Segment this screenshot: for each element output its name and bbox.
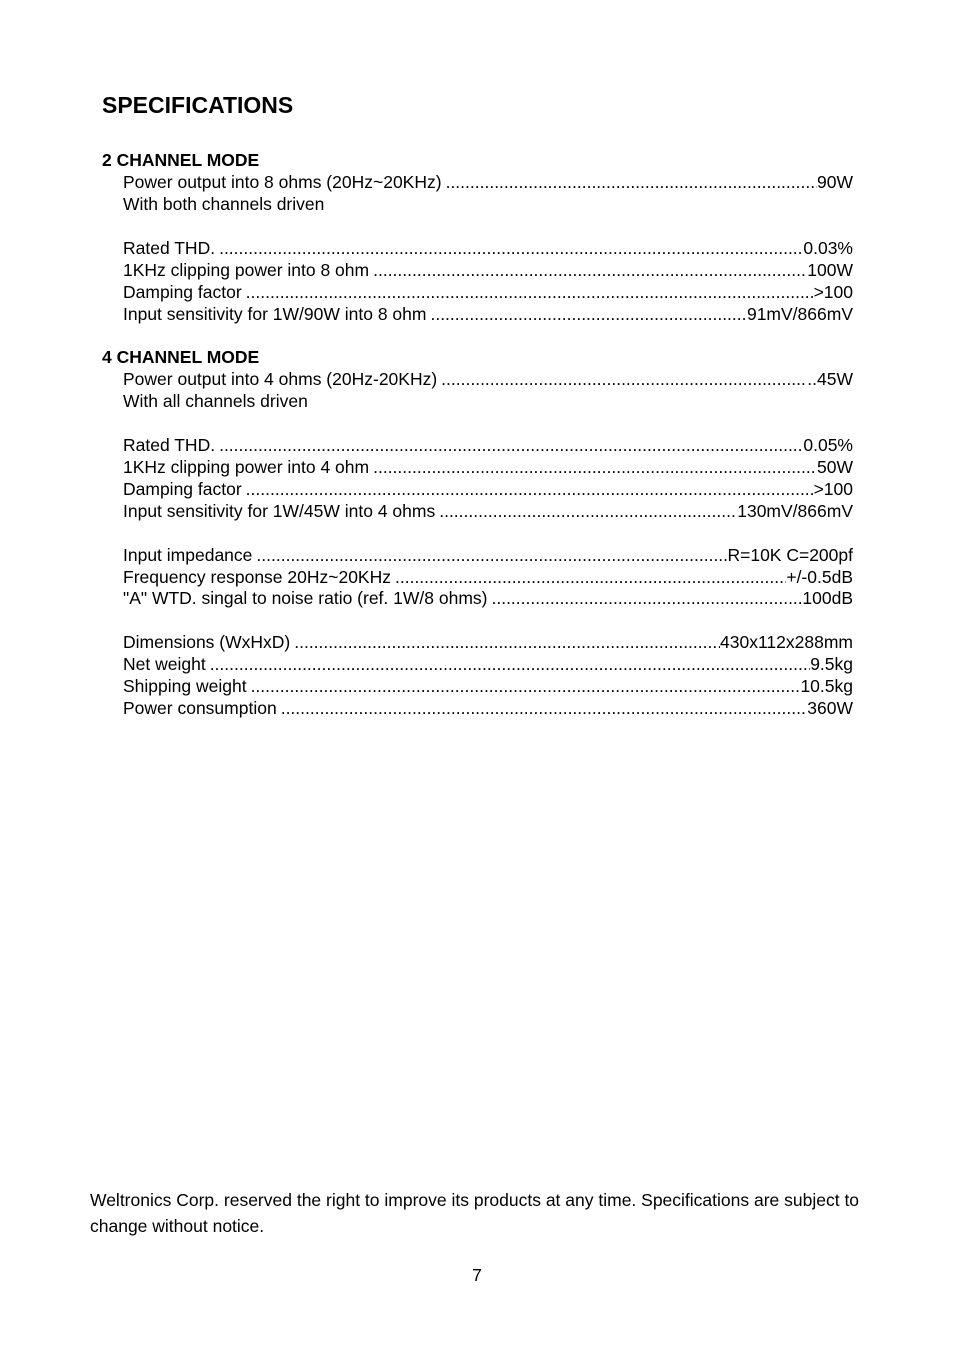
dot-leader: [290, 631, 720, 653]
dot-leader: [487, 587, 802, 609]
spec-row-2ch-clipping-power: [123, 259, 853, 281]
spec-label: Damping factor: [123, 479, 242, 499]
dot-leader: [242, 478, 814, 500]
spec-row-4ch-damping-factor: [123, 478, 853, 500]
dot-leader: [277, 697, 808, 719]
spec-value: 0.03%: [803, 238, 853, 258]
spec-row-2ch-input-sensitivity: [123, 303, 853, 325]
spec-value: 50W: [817, 457, 853, 477]
spec-row-2ch-power-output: [123, 171, 853, 193]
spec-label: "A" WTD. singal to noise ratio (ref. 1W/8 ohms): [123, 588, 488, 608]
spec-row-2ch-damping-factor: [123, 281, 853, 303]
spec-row-signal-to-noise: [123, 587, 853, 609]
spec-label: Power output into 8 ohms (20Hz~20KHz): [123, 172, 442, 192]
spec-row-input-impedance: [123, 544, 853, 566]
spec-row-dimensions: [123, 631, 853, 653]
spec-row-4ch-rated-thd: [123, 434, 853, 456]
dot-leader: [242, 281, 814, 303]
spec-value: R=10K C=200pf: [727, 545, 853, 565]
spec-note-2ch-channels-driven: With both channels driven: [123, 194, 325, 214]
spec-value: +/-0.5dB: [786, 567, 853, 587]
spec-value: 90W: [817, 172, 853, 192]
spec-label: Rated THD.: [123, 238, 216, 258]
dot-leader: [206, 653, 811, 675]
dot-leader: [437, 368, 807, 390]
spec-row-net-weight: [123, 653, 853, 675]
spec-label: Input impedance: [123, 545, 253, 565]
spec-label: Dimensions (WxHxD): [123, 632, 291, 652]
section-heading-4-channel: 4 CHANNEL MODE: [102, 347, 260, 367]
spec-label: Net weight: [123, 654, 206, 674]
spec-label: Input sensitivity for 1W/90W into 8 ohm: [123, 304, 427, 324]
spec-row-4ch-input-sensitivity: [123, 500, 853, 522]
footer-disclaimer: Weltronics Corp. reserved the right to improve its products at any time. Specifications are subject to change without notice.: [90, 1190, 860, 1236]
spec-value: 130mV/866mV: [737, 501, 853, 521]
spec-label: 1KHz clipping power into 8 ohm: [123, 260, 370, 280]
spec-row-frequency-response: [123, 566, 853, 588]
spec-row-shipping-weight: [123, 675, 853, 697]
spec-value: >100: [813, 282, 853, 302]
spec-row-2ch-rated-thd: [123, 237, 853, 259]
page-title: SPECIFICATIONS: [102, 92, 294, 118]
spec-label: Damping factor: [123, 282, 242, 302]
spec-note-4ch-channels-driven: With all channels driven: [123, 391, 308, 411]
dot-leader: [215, 237, 803, 259]
dot-leader: [215, 434, 803, 456]
spec-value: 0.05%: [803, 435, 853, 455]
dot-leader: [252, 544, 727, 566]
section-heading-2-channel: 2 CHANNEL MODE: [102, 150, 260, 170]
dot-leader: [391, 566, 786, 588]
dot-leader: [369, 259, 807, 281]
dot-leader: [247, 675, 801, 697]
spec-value: 430x112x288mm: [720, 632, 853, 652]
dot-leader: [435, 500, 737, 522]
spec-value: ..45W: [807, 369, 853, 389]
spec-value: 100W: [807, 260, 853, 280]
spec-value: 360W: [807, 698, 853, 718]
spec-value: 91mV/866mV: [746, 304, 853, 324]
spec-row-4ch-power-output: [123, 368, 853, 390]
spec-label: Frequency response 20Hz~20KHz: [123, 567, 391, 587]
dot-leader: [426, 303, 747, 325]
spec-value: 10.5kg: [800, 676, 853, 696]
spec-row-4ch-clipping-power: [123, 456, 853, 478]
dot-leader: [369, 456, 817, 478]
page-number: 7: [472, 1265, 482, 1285]
spec-row-power-consumption: [123, 697, 853, 719]
spec-value: 100dB: [802, 588, 853, 608]
dot-leader: [442, 171, 817, 193]
spec-label: Power consumption: [123, 698, 277, 718]
spec-label: Shipping weight: [123, 676, 247, 696]
spec-label: 1KHz clipping power into 4 ohm: [123, 457, 370, 477]
spec-label: Rated THD.: [123, 435, 216, 455]
spec-value: >100: [813, 479, 853, 499]
spec-value: 9.5kg: [810, 654, 853, 674]
spec-label: Input sensitivity for 1W/45W into 4 ohms: [123, 501, 436, 521]
spec-label: Power output into 4 ohms (20Hz-20KHz): [123, 369, 438, 389]
